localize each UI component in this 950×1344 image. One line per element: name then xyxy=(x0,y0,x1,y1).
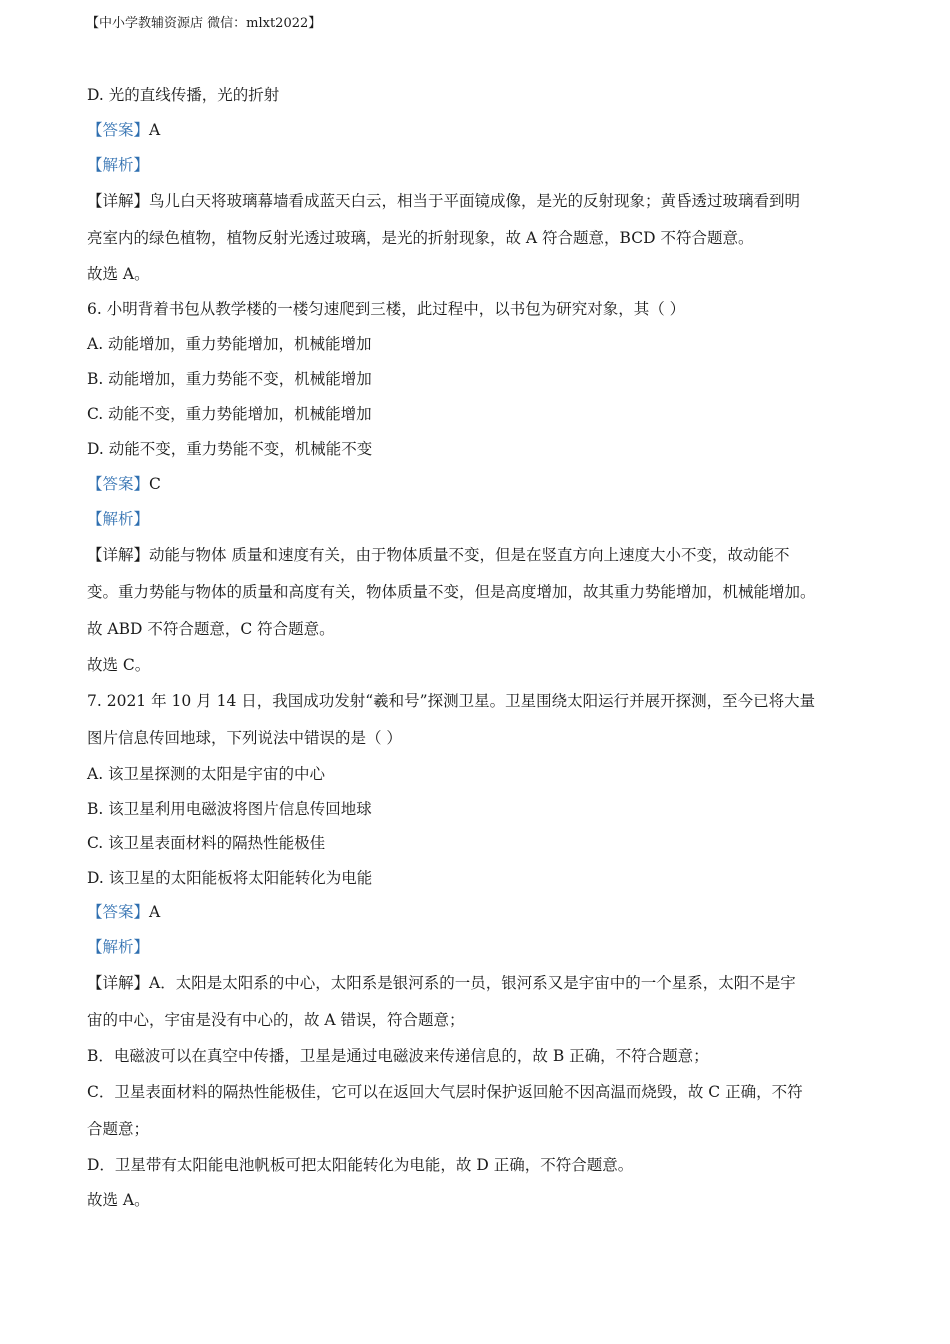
q6-option-b: B. 动能增加，重力势能不变，机械能增加 xyxy=(87,370,372,388)
answer-value: A xyxy=(149,903,161,921)
q7-stem-line-1: 7. 2021 年 10 月 14 日，我国成功发射“羲和号”探测卫星。卫星围绕太阳运行并展开探测，至今已将大量 xyxy=(87,692,816,710)
answer-tag: 【答案】 xyxy=(87,903,150,921)
q6-option-d: D. 动能不变，重力势能不变，机械能不变 xyxy=(87,440,373,458)
q5-detail-line-2: 亮室内的绿色植物，植物反射光透过玻璃，是光的折射现象，故 A 符合题意，BCD 不符合题意。 xyxy=(87,229,754,247)
detail-tag: 【详解】 xyxy=(87,192,150,210)
q7-option-d: D. 该卫星的太阳能板将太阳能转化为电能 xyxy=(87,868,373,887)
detail-tag: 【详解】 xyxy=(87,973,150,992)
answer-tag: 【答案】 xyxy=(87,475,150,493)
q6-option-a: A. 动能增加，重力势能增加，机械能增加 xyxy=(87,335,372,353)
answer-value: C xyxy=(149,475,161,493)
q7-detail-line-6: D．卫星带有太阳能电池帆板可把太阳能转化为电能，故 D 正确，不符合题意。 xyxy=(87,1155,634,1174)
q7-detail-line-3: B．电磁波可以在真空中传播，卫星是通过电磁波来传递信息的，故 B 正确，不符合题意； xyxy=(87,1046,709,1065)
document-body xyxy=(87,78,877,1218)
q7-stem-line-2: 图片信息传回地球，下列说法中错误的是（ ） xyxy=(87,729,402,747)
q6-conclusion: 故选 C。 xyxy=(87,656,151,674)
answer-tag: 【答案】 xyxy=(87,121,150,139)
q7-detail-line-2: 宙的中心，宇宙是没有中心的，故 A 错误，符合题意； xyxy=(87,1010,465,1029)
q6-analysis-tag: 【解析】 xyxy=(87,510,150,528)
q5-analysis-tag: 【解析】 xyxy=(87,156,150,174)
q7-detail-line-5: 合题意； xyxy=(87,1119,150,1138)
q5-detail-line-1: 【详解】鸟儿白天将玻璃幕墙看成蓝天白云，相当于平面镜成像，是光的反射现象；黄昏透过玻璃看到明 xyxy=(87,192,801,210)
q7-answer xyxy=(87,895,877,930)
q7-detail-line-1: 【详解】A．太阳是太阳系的中心，太阳系是银河系的一员，银河系又是宇宙中的一个星系，太阳不是宇 xyxy=(87,973,796,992)
q5-option-d: D. 光的直线传播，光的折射 xyxy=(87,86,280,104)
q7-option-b: B. 该卫星利用电磁波将图片信息传回地球 xyxy=(87,799,372,818)
q6-detail-line-1: 【详解】动能与物体 质量和速度有关，由于物体质量不变，但是在竖直方向上速度大小不变，故动能不 xyxy=(87,546,790,564)
q5-answer xyxy=(87,113,877,148)
q6-answer xyxy=(87,467,877,502)
page-header: 【中小学教辅资源店 微信：mlxt2022】 xyxy=(86,16,322,31)
q7-option-a: A. 该卫星探测的太阳是宇宙的中心 xyxy=(87,765,326,783)
detail-tag: 【详解】 xyxy=(87,546,150,564)
q6-detail-line-2: 变。重力势能与物体的质量和高度有关，物体质量不变，但是高度增加，故其重力势能增加，机械能增加。 xyxy=(87,583,816,601)
q6-option-c: C. 动能不变，重力势能增加，机械能增加 xyxy=(87,405,372,423)
q6-detail-line-3: 故 ABD 不符合题意，C 符合题意。 xyxy=(87,620,335,638)
q7-conclusion: 故选 A。 xyxy=(87,1190,150,1209)
q7-detail-line-4: C．卫星表面材料的隔热性能极佳，它可以在返回大气层时保护返回舱不因高温而烧毁，故 C 正确，不符 xyxy=(87,1082,803,1101)
answer-value: A xyxy=(149,121,161,139)
q5-conclusion: 故选 A。 xyxy=(87,265,150,283)
q7-analysis-tag: 【解析】 xyxy=(87,937,150,956)
q6-stem: 6. 小明背着书包从教学楼的一楼匀速爬到三楼，此过程中，以书包为研究对象，其（ ） xyxy=(87,300,686,318)
q7-option-c: C. 该卫星表面材料的隔热性能极佳 xyxy=(87,834,326,852)
